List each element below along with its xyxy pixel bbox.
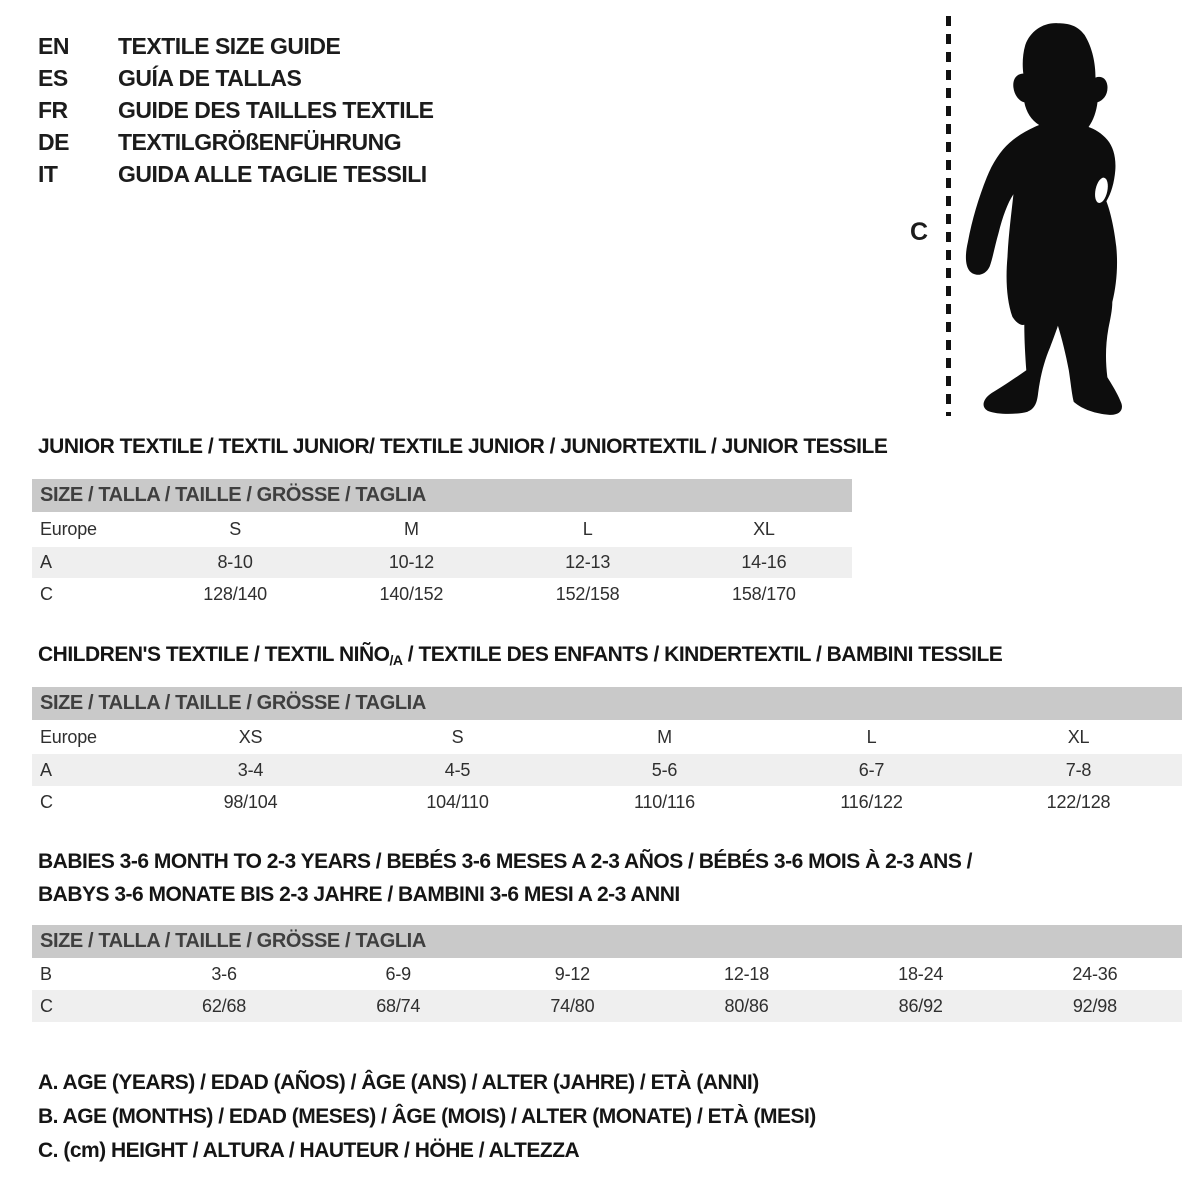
lang-title: GUÍA DE TALLAS [118, 64, 302, 91]
lang-title: GUIDE DES TAILLES TEXTILE [118, 96, 434, 123]
table-row [32, 512, 852, 547]
lang-row-it [38, 158, 434, 190]
junior-size-table [32, 479, 852, 611]
size-cell: M [657, 726, 672, 747]
size-cell: L [866, 726, 877, 747]
lang-row-en [38, 30, 434, 62]
babies-size-table [32, 925, 1182, 1022]
row-label: Europe [40, 726, 97, 747]
height-measure-line [946, 16, 951, 416]
size-cell: L [582, 519, 593, 539]
size-cell: M [403, 519, 419, 539]
value-cell: 128/140 [203, 584, 267, 604]
value-cell: 86/92 [834, 990, 1008, 1022]
toddler-silhouette-icon [962, 14, 1140, 422]
height-measure-label: C [910, 218, 929, 246]
babies-title-line2: BABYS 3-6 MONATE BIS 2-3 JAHRE / BAMBINI 3-6 MESI A 2-3 ANNI [38, 883, 680, 906]
row-label: B [40, 963, 52, 984]
value-cell: 140/152 [379, 584, 444, 604]
value-cell: 24-36 [1072, 963, 1118, 984]
value-cell: 7-8 [975, 754, 1182, 786]
lang-title: TEXTILGRÖßENFÜHRUNG [118, 128, 402, 155]
value-cell: 62/68 [137, 990, 311, 1022]
value-cell: 12-13 [500, 547, 676, 578]
value-cell: 6-7 [768, 754, 975, 786]
legend-age-years: A. AGE (YEARS) / EDAD (AÑOS) / ÂGE (ANS) / ALTER (JAHRE) / ETÀ (ANNI) [38, 1071, 759, 1094]
size-header-bar: SIZE / TALLA / TAILLE / GRÖSSE / TAGLIA [32, 479, 852, 512]
size-cell: S [451, 726, 464, 747]
table-row [32, 754, 1182, 786]
measure-legend [38, 1066, 816, 1168]
value-cell: 3-4 [147, 754, 354, 786]
lang-code: ES [38, 64, 68, 91]
size-cell: XS [238, 726, 263, 747]
table-row [32, 578, 852, 611]
table-row [32, 720, 1182, 754]
value-cell: 12-18 [724, 963, 770, 984]
value-cell: 92/98 [1008, 990, 1182, 1022]
height-figure [900, 0, 1200, 430]
language-title-list [38, 30, 434, 190]
junior-section-title: JUNIOR TEXTILE / TEXTIL JUNIOR/ TEXTILE JUNIOR / JUNIORTEXTIL / JUNIOR TESSILE [38, 435, 888, 458]
legend-height-cm: C. (cm) HEIGHT / ALTURA / HAUTEUR / HÖHE / ALTEZZA [38, 1139, 580, 1162]
legend-age-months: B. AGE (MONTHS) / EDAD (MESES) / ÂGE (MOIS) / ALTER (MONATE) / ETÀ (MESI) [38, 1105, 816, 1128]
lang-code: EN [38, 32, 69, 59]
row-label: C [40, 584, 53, 604]
row-label: C [32, 990, 137, 1022]
value-cell: 9-12 [554, 963, 590, 984]
value-cell: 14-16 [676, 547, 852, 578]
value-cell: 74/80 [485, 990, 659, 1022]
value-cell: 3-6 [211, 963, 237, 984]
size-cell: XL [1067, 726, 1090, 747]
table-row [32, 990, 1182, 1022]
value-cell: 122/128 [1046, 791, 1111, 812]
value-cell: 98/104 [223, 791, 278, 812]
value-cell: 110/116 [634, 791, 695, 812]
lang-code: FR [38, 96, 68, 123]
value-cell: 4-5 [354, 754, 561, 786]
value-cell: 18-24 [898, 963, 944, 984]
babies-section-title [38, 845, 972, 911]
table-row [32, 786, 1182, 818]
row-label: C [40, 791, 53, 812]
value-cell: 10-12 [323, 547, 499, 578]
lang-code: DE [38, 128, 69, 155]
value-cell: 6-9 [385, 963, 411, 984]
value-cell: 104/110 [426, 791, 489, 812]
lang-row-es [38, 62, 434, 94]
lang-code: IT [38, 160, 58, 187]
value-cell: 5-6 [561, 754, 768, 786]
title-subscript: /A [389, 652, 403, 668]
value-cell: 116/122 [840, 791, 903, 812]
value-cell: 152/158 [555, 584, 620, 604]
size-cell: XL [753, 519, 775, 539]
value-cell: 68/74 [311, 990, 485, 1022]
size-cell: S [229, 519, 242, 539]
table-row [32, 547, 852, 578]
title-text: CHILDREN'S TEXTILE / TEXTIL NIÑO [38, 643, 390, 666]
babies-title-line1: BABIES 3-6 MONTH TO 2-3 YEARS / BEBÉS 3-6 MESES A 2-3 AÑOS / BÉBÉS 3-6 MOIS À 2-3 ANS / [38, 850, 973, 873]
size-header-bar: SIZE / TALLA / TAILLE / GRÖSSE / TAGLIA [32, 687, 1182, 720]
table-row [32, 958, 1182, 990]
size-header-bar: SIZE / TALLA / TAILLE / GRÖSSE / TAGLIA [32, 925, 1182, 958]
lang-row-de [38, 126, 434, 158]
value-cell: 158/170 [732, 584, 796, 604]
lang-title: GUIDA ALLE TAGLIE TESSILI [118, 160, 427, 187]
row-label: A [32, 754, 147, 786]
children-section-title [38, 643, 1002, 668]
lang-title: TEXTILE SIZE GUIDE [118, 32, 341, 59]
row-label: A [32, 547, 147, 578]
children-size-table [32, 687, 1182, 818]
row-label: Europe [40, 519, 97, 539]
title-text: / TEXTILE DES ENFANTS / KINDERTEXTIL / BAMBINI TESSILE [402, 643, 1003, 666]
value-cell: 8-10 [147, 547, 323, 578]
lang-row-fr [38, 94, 434, 126]
value-cell: 80/86 [659, 990, 833, 1022]
